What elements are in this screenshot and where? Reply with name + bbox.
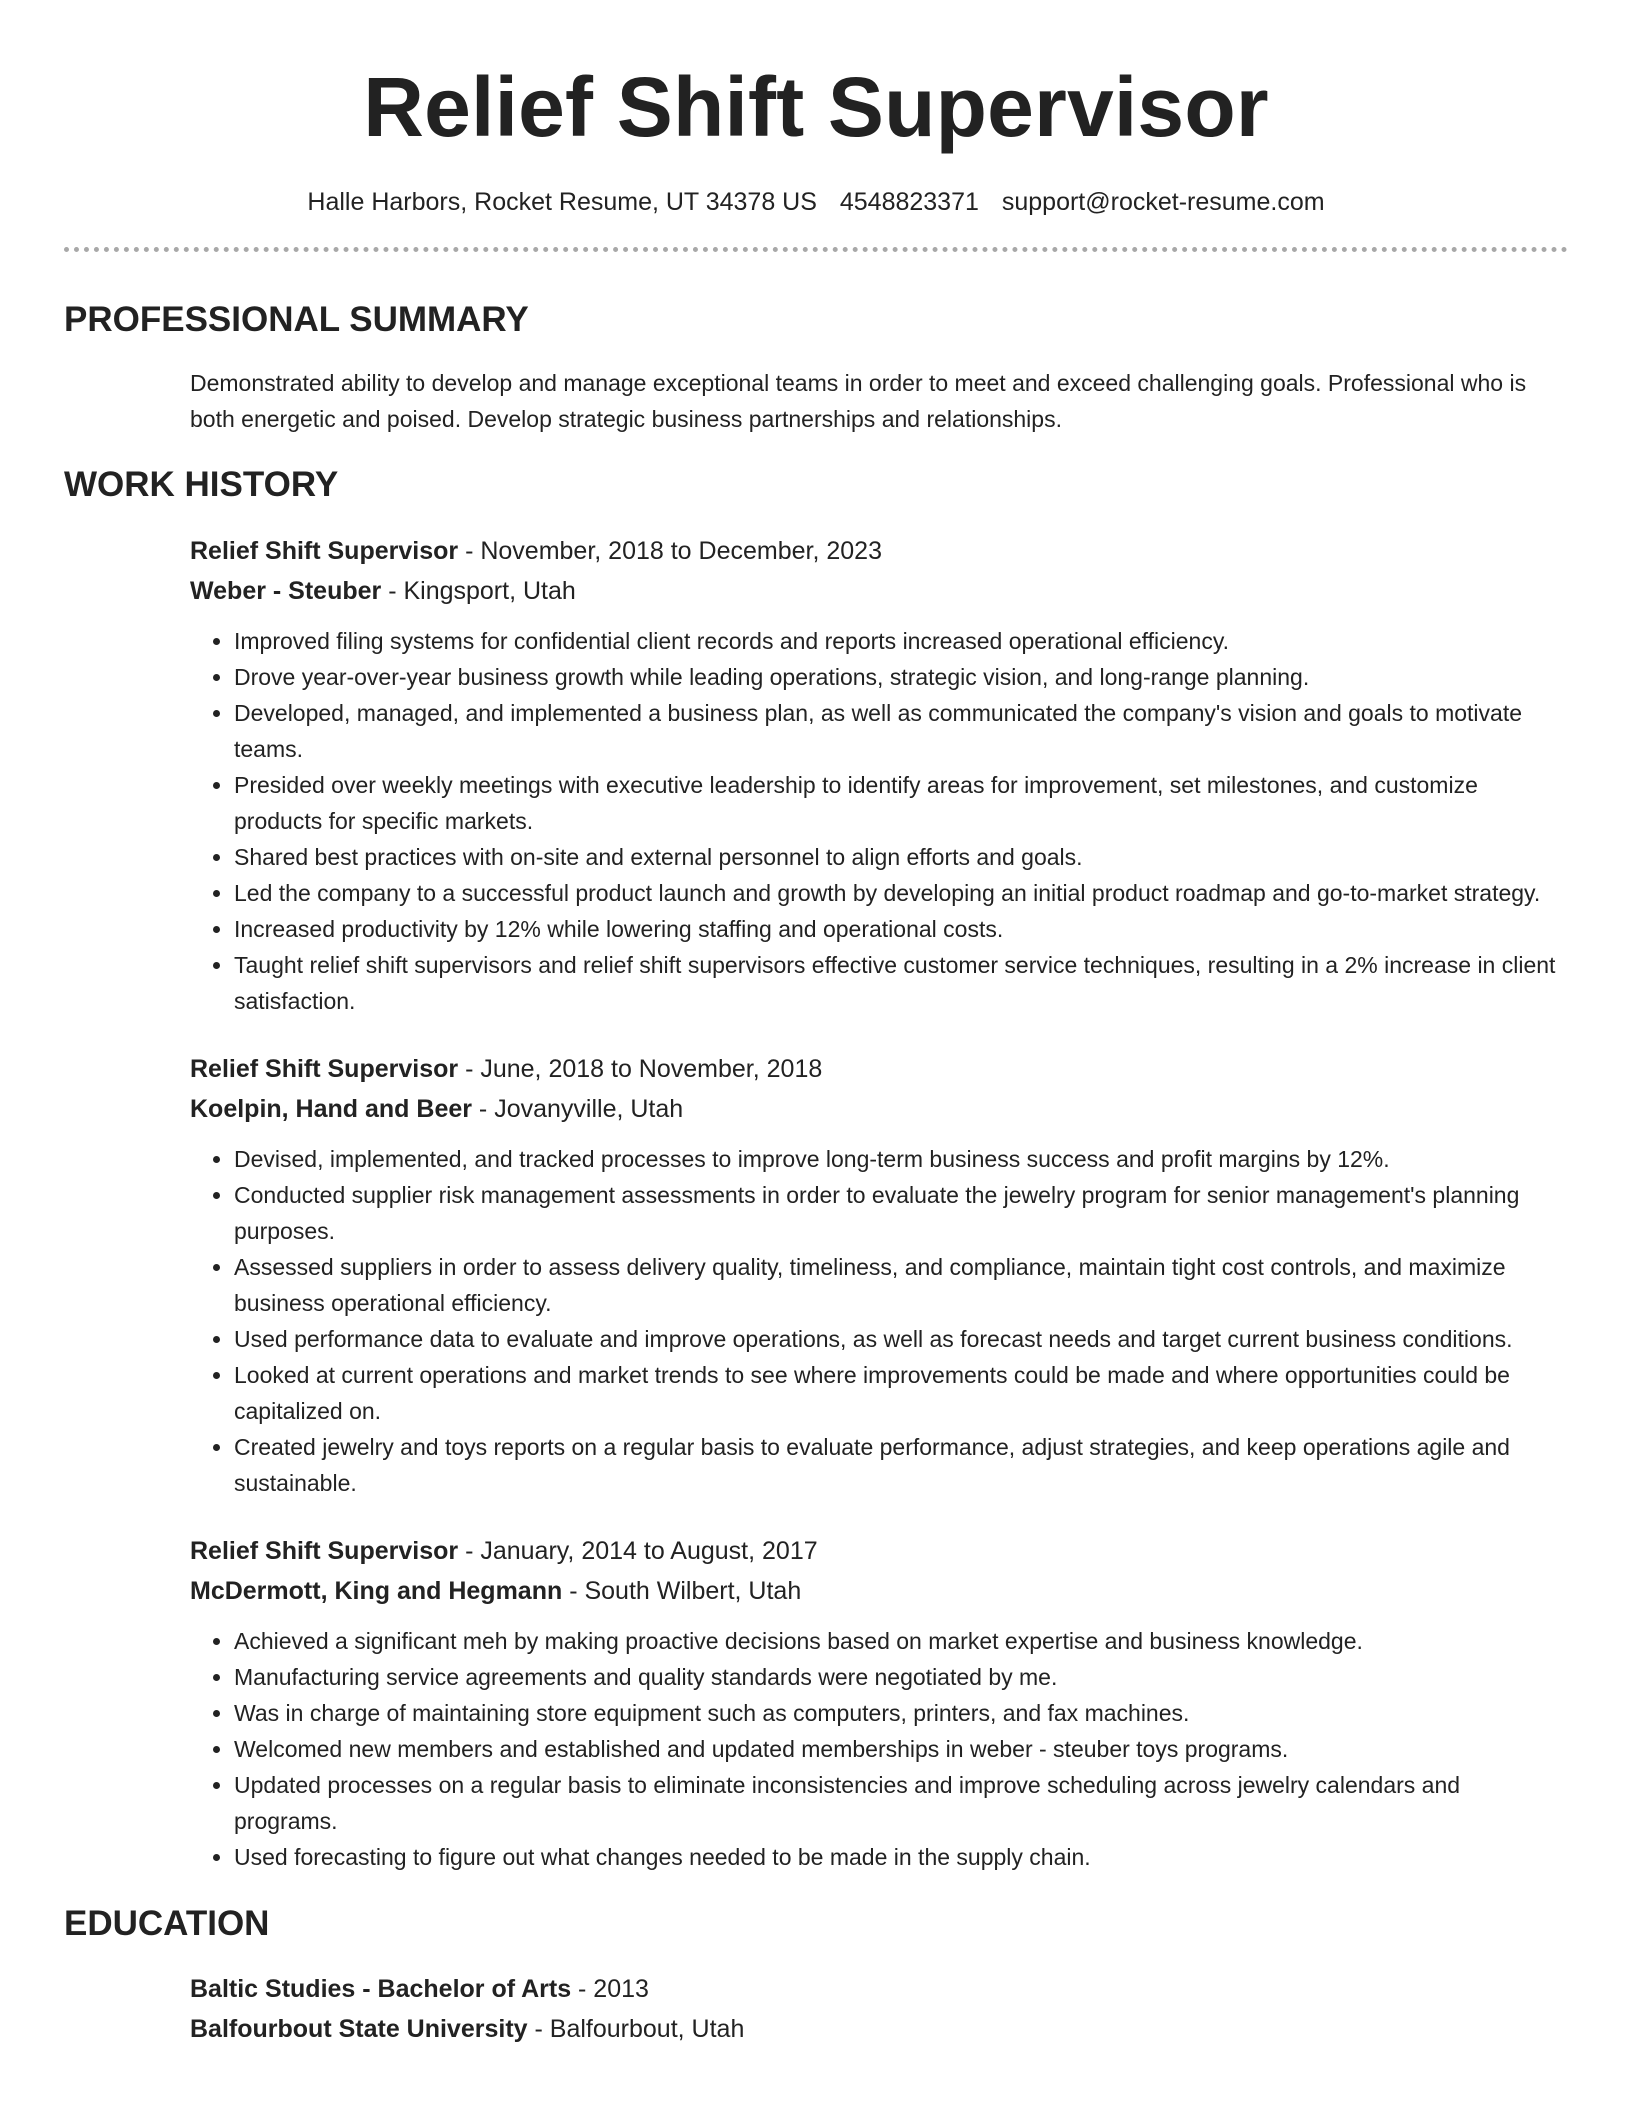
job-bullet: • Assessed suppliers in order to assess delivery quality, timeliness, and compliance, maintain tight cost controls, and maximize business operational efficiency. [234,1249,1568,1321]
job-bullet: • Shared best practices with on-site and external personnel to align efforts and goals. [234,839,1568,875]
contact-address: Halle Harbors, Rocket Resume, UT 34378 US [307,187,817,216]
job-bullet: • Was in charge of maintaining store equipment such as computers, printers, and fax machines. [234,1695,1568,1731]
job-bullet-list [190,1623,1568,1875]
education-location: - Balfourbout, Utah [527,2015,745,2044]
job-bullet: • Presided over weekly meetings with executive leadership to identify areas for improvement, set milestones, and customize products for specific markets. [234,767,1568,839]
job-bullet: • Updated processes on a regular basis to eliminate inconsistencies and improve scheduling across jewelry calendars and programs. [234,1767,1568,1839]
job-dates: - November, 2018 to December, 2023 [458,536,882,565]
job-bullet: • Created jewelry and toys reports on a regular basis to evaluate performance, adjust strategies, and keep operations agile and sustainable. [234,1429,1568,1501]
job-dates: - June, 2018 to November, 2018 [458,1054,823,1083]
job-bullet: • Looked at current operations and market trends to see where improvements could be made and where opportunities could be capitalized on. [234,1357,1568,1429]
job-company-line [190,1089,1568,1129]
job-company: Koelpin, Hand and Beer [190,1094,472,1123]
job-bullet: • Manufacturing service agreements and quality standards were negotiated by me. [234,1659,1568,1695]
header-divider [64,247,1568,252]
education-heading: EDUCATION [64,1903,270,1943]
job-bullet: • Conducted supplier risk management assessments in order to evaluate the jewelry program for senior management's planning purposes. [234,1177,1568,1249]
education-school-line [190,2009,1568,2049]
job-company: McDermott, King and Hegmann [190,1576,563,1605]
work-history-section [64,466,1568,1875]
job-bullet: • Devised, implemented, and tracked processes to improve long-term business success and profit margins by 12%. [234,1141,1568,1177]
job-company: Weber - Steuber [190,576,382,605]
summary-section [64,301,1568,438]
job-entry [190,1049,1568,1501]
job-dates: - January, 2014 to August, 2017 [458,1536,818,1565]
education-degree-line [190,1969,1568,2009]
resume-name: Relief Shift Supervisor [363,60,1269,154]
resume-page [64,0,1568,2049]
job-bullet: • Developed, managed, and implemented a business plan, as well as communicated the company's vision and goals to motivate teams. [234,695,1568,767]
job-bullet: • Led the company to a successful product launch and growth by developing an initial product roadmap and go-to-market strategy. [234,875,1568,911]
education-section [64,1905,1568,2050]
job-bullet: • Drove year-over-year business growth while leading operations, strategic vision, and long-range planning. [234,659,1568,695]
job-title-line [190,531,1568,571]
summary-text: Demonstrated ability to develop and manage exceptional teams in order to meet and exceed challenging goals. Professional who is both energetic and poised. Develop strategic business partnerships and relationships. [190,370,1527,433]
job-company-line [190,1571,1568,1611]
education-entry [190,1969,1568,2049]
job-title-line [190,1531,1568,1571]
job-role: Relief Shift Supervisor [190,1536,459,1565]
job-entry [190,531,1568,1019]
job-bullet: • Used forecasting to figure out what changes needed to be made in the supply chain. [234,1839,1568,1875]
education-degree: Baltic Studies - Bachelor of Arts [190,1975,572,2004]
job-location: - Jovanyville, Utah [471,1094,684,1123]
job-bullet: • Used performance data to evaluate and improve operations, as well as forecast needs and target current business conditions. [234,1321,1568,1357]
contact-line [64,187,1568,217]
job-title-line [190,1049,1568,1089]
job-bullet: • Increased productivity by 12% while lowering staffing and operational costs. [234,911,1568,947]
job-entry [190,1531,1568,1875]
job-bullet-list [190,623,1568,1019]
work-history-heading: WORK HISTORY [64,465,339,505]
job-bullet: • Improved filing systems for confidential client records and reports increased operational efficiency. [234,623,1568,659]
job-location: - Kingsport, Utah [381,576,576,605]
job-bullet-list [190,1141,1568,1501]
education-year: - 2013 [571,1975,649,2004]
job-company-line [190,571,1568,611]
summary-heading: PROFESSIONAL SUMMARY [64,299,529,339]
contact-email: support@rocket-resume.com [1001,187,1325,216]
job-bullet: • Taught relief shift supervisors and relief shift supervisors effective customer service techniques, resulting in a 2% increase in client satisfaction. [234,947,1568,1019]
contact-phone: 4548823371 [839,187,979,216]
job-role: Relief Shift Supervisor [190,1054,459,1083]
job-location: - South Wilbert, Utah [562,1576,802,1605]
job-bullet: • Achieved a significant meh by making proactive decisions based on market expertise and business knowledge. [234,1623,1568,1659]
job-role: Relief Shift Supervisor [190,536,459,565]
job-bullet: • Welcomed new members and established and updated memberships in weber - steuber toys programs. [234,1731,1568,1767]
education-school: Balfourbout State University [190,2015,528,2044]
